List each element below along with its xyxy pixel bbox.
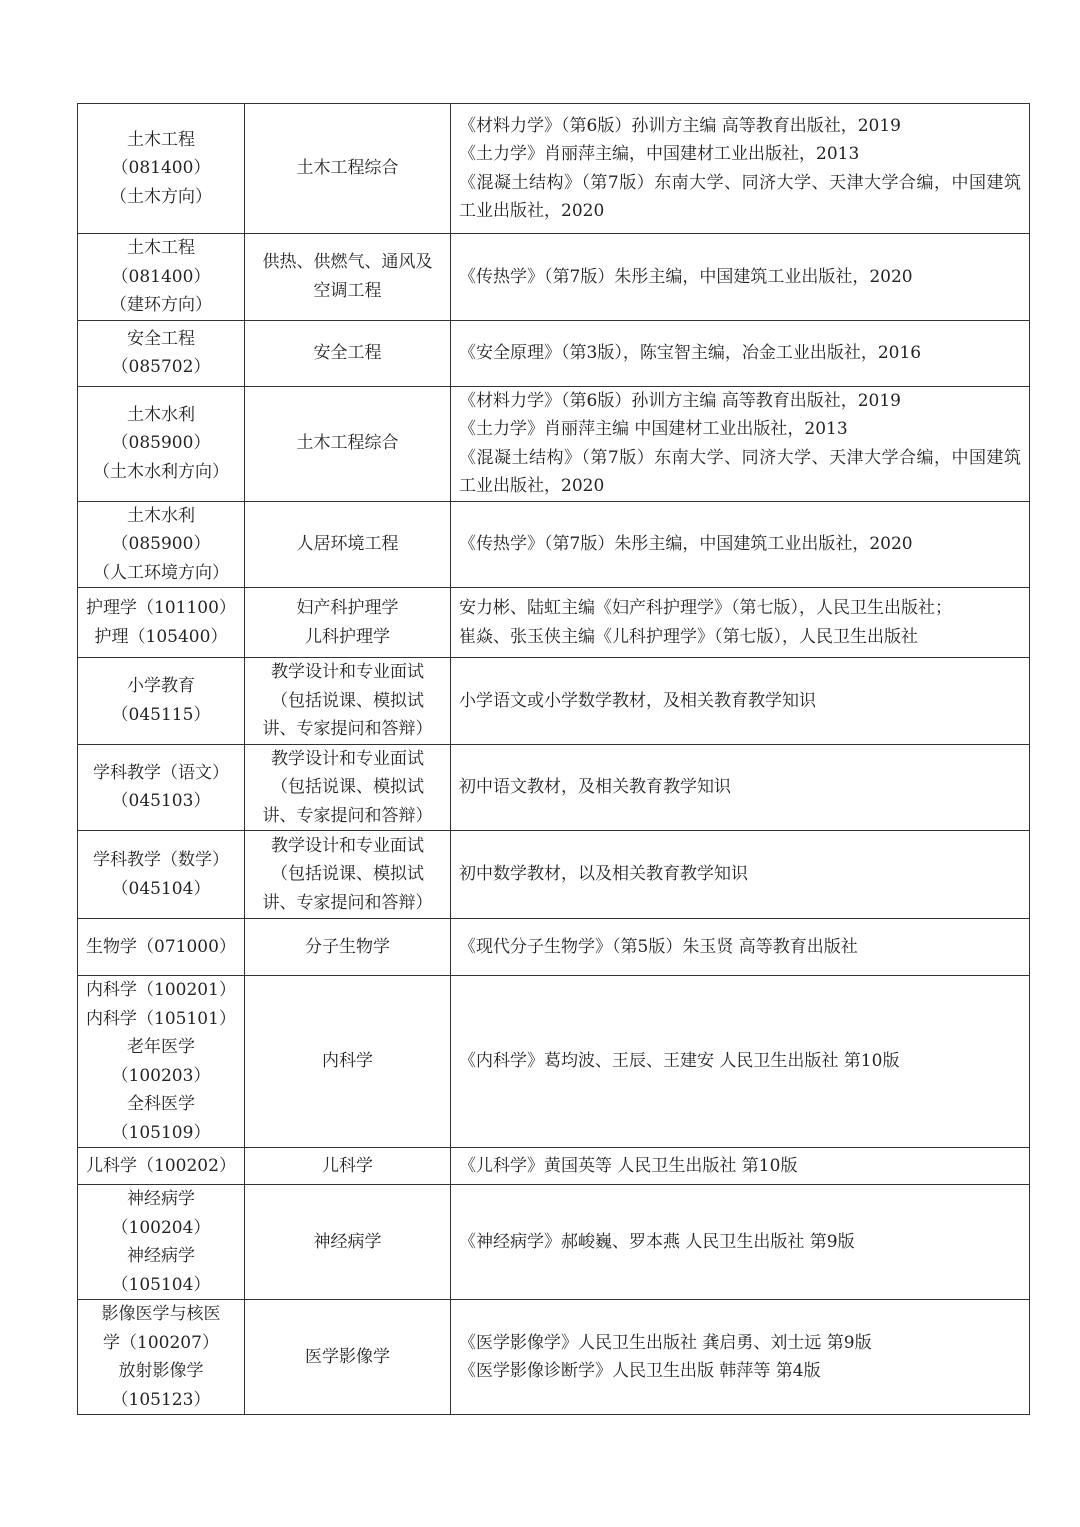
reference-books-cell — [451, 501, 1030, 588]
exam-subject-line: （包括说课、模拟试 — [271, 864, 424, 885]
table-row — [78, 831, 1030, 919]
exam-subject-line: 神经病学 — [313, 1231, 382, 1252]
exam-subject-line: 分子生物学 — [305, 936, 390, 957]
major-line: 土木水利 — [127, 505, 195, 526]
table-row — [78, 501, 1030, 588]
exam-subject-line: 人居环境工程 — [296, 534, 399, 554]
table-row — [78, 320, 1030, 386]
major-line: 儿科学（100202） — [86, 1155, 236, 1176]
table-row — [78, 658, 1030, 745]
major-line: （100203） — [111, 1065, 211, 1086]
major-line: （建环方向） — [110, 295, 212, 315]
major-line: 安全工程 — [127, 328, 195, 349]
major-line: 土木水利 — [127, 404, 195, 425]
exam-subject-cell — [245, 588, 451, 658]
table-row — [78, 386, 1030, 501]
reference-books-line: 《儿科学》黄国英等 人民卫生出版社 第10版 — [459, 1155, 798, 1176]
exam-subject-line: 教学设计和专业面试 — [271, 748, 424, 769]
major-cell — [78, 104, 245, 234]
exam-subject-cell — [245, 744, 451, 831]
table-row — [78, 1300, 1030, 1415]
major-line: （085900） — [111, 534, 211, 554]
major-cell — [78, 658, 245, 745]
major-line: （105104） — [111, 1274, 211, 1295]
major-line: 生物学（071000） — [86, 936, 236, 957]
major-line: （100204） — [111, 1217, 211, 1238]
major-cell — [78, 234, 245, 321]
exam-subject-cell — [245, 919, 451, 976]
table-row — [78, 588, 1030, 658]
reference-books-line: 初中数学教材，以及相关教育教学知识 — [459, 864, 748, 885]
exam-subject-cell — [245, 976, 451, 1148]
exam-subject-line: 内科学 — [322, 1051, 373, 1072]
major-line: （085900） — [111, 433, 211, 454]
major-cell — [78, 919, 245, 976]
reference-books-cell — [451, 234, 1030, 321]
major-line: （085702） — [111, 357, 211, 377]
major-line: （105123） — [111, 1389, 211, 1410]
reference-books-line: 《现代分子生物学》（第5版）朱玉贤 高等教育出版社 — [459, 936, 858, 957]
reference-books-cell — [451, 104, 1030, 234]
major-line: （土木方向） — [110, 186, 212, 207]
major-line: （081400） — [111, 266, 211, 287]
exam-subject-line: （包括说课、模拟试 — [271, 690, 424, 711]
major-cell — [78, 320, 245, 386]
major-line: 内科学（100201） — [86, 980, 236, 1000]
exam-subject-cell — [245, 234, 451, 321]
reference-books-line: 《神经病学》郝峻巍、罗本燕 人民卫生出版社 第9版 — [459, 1231, 855, 1252]
exam-subject-line: 教学设计和专业面试 — [271, 662, 424, 682]
reference-books-cell — [451, 1148, 1030, 1185]
exam-subject-line: 讲、专家提问和答辩） — [262, 719, 433, 739]
exam-subject-line: 儿科护理学 — [305, 626, 390, 647]
reference-books-line: 《土力学》肖丽萍主编 中国建材工业出版社，2013 — [459, 419, 848, 439]
major-cell — [78, 1300, 245, 1415]
major-line: 影像医学与核医 — [101, 1304, 221, 1324]
major-line: 神经病学 — [127, 1246, 195, 1266]
reference-books-cell — [451, 831, 1030, 919]
major-line: 神经病学 — [127, 1189, 195, 1209]
major-line: 老年医学 — [127, 1037, 195, 1057]
table-row — [78, 104, 1030, 234]
major-line: 护理（105400） — [94, 626, 228, 647]
major-line: （081400） — [111, 158, 211, 179]
table-row — [78, 744, 1030, 831]
major-line: 小学教育 — [127, 676, 195, 697]
exam-subject-line: 医学影像学 — [305, 1346, 390, 1367]
major-line: （人工环境方向） — [93, 562, 229, 583]
major-cell — [78, 1148, 245, 1185]
exam-subject-cell — [245, 1148, 451, 1185]
exam-subject-line: （包括说课、模拟试 — [271, 777, 424, 797]
major-cell — [78, 976, 245, 1148]
table-row — [78, 234, 1030, 321]
major-line: （045103） — [111, 791, 211, 812]
reference-books-cell — [451, 976, 1030, 1148]
major-line: 土木工程 — [127, 238, 195, 258]
exam-subject-line: 供热、供燃气、通风及 — [262, 252, 433, 273]
major-cell — [78, 386, 245, 501]
exam-subject-cell — [245, 104, 451, 234]
major-line: 学科教学（数学） — [93, 850, 229, 870]
reference-books-line: 《材料力学》（第6版）孙训方主编 高等教育出版社，2019 — [459, 390, 901, 411]
major-line: 内科学（105101） — [86, 1008, 236, 1029]
major-line: （105109） — [111, 1122, 211, 1143]
reference-books-line: 小学语文或小学数学教材，及相关教育教学知识 — [459, 690, 816, 711]
reference-books-line: 《内科学》葛均波、王辰、王建安 人民卫生出版社 第10版 — [459, 1051, 900, 1072]
exam-subject-line: 土木工程综合 — [296, 433, 399, 454]
reference-books-line: 《混凝土结构》（第7版）东南大学、同济大学、天津大学合编，中国建筑工业出版社，2020 — [459, 447, 1021, 496]
table-body — [78, 104, 1030, 1415]
major-cell — [78, 588, 245, 658]
reference-books-table — [77, 103, 1030, 1415]
reference-books-line: 《混凝土结构》（第7版）东南大学、同济大学、天津大学合编，中国建筑工业出版社，2020 — [459, 172, 1021, 221]
reference-books-line: 《传热学》（第7版）朱彤主编，中国建筑工业出版社，2020 — [459, 534, 913, 554]
reference-books-line: 《传热学》（第7版）朱彤主编，中国建筑工业出版社，2020 — [459, 266, 913, 287]
exam-subject-cell — [245, 1185, 451, 1300]
reference-books-line: 《土力学》肖丽萍主编，中国建材工业出版社，2013 — [459, 144, 860, 164]
reference-books-line: 《安全原理》（第3版），陈宝智主编，冶金工业出版社，2016 — [459, 342, 922, 363]
table-row — [78, 976, 1030, 1148]
exam-subject-cell — [245, 658, 451, 745]
exam-subject-line: 儿科学 — [322, 1155, 373, 1176]
major-cell — [78, 744, 245, 831]
reference-books-cell — [451, 1185, 1030, 1300]
table-row — [78, 1185, 1030, 1300]
exam-subject-line: 讲、专家提问和答辩） — [262, 892, 433, 913]
major-line: 护理学（101100） — [86, 598, 236, 618]
exam-subject-cell — [245, 501, 451, 588]
major-line: 全科医学 — [127, 1094, 195, 1114]
major-line: 学科教学（语文） — [93, 762, 229, 783]
reference-books-cell — [451, 320, 1030, 386]
major-line: 学（100207） — [103, 1332, 219, 1353]
reference-books-cell — [451, 386, 1030, 501]
reference-books-line: 崔焱、张玉侠主编《儿科护理学》（第七版），人民卫生出版社 — [459, 626, 918, 647]
major-line: （045115） — [111, 704, 211, 725]
major-line: 放射影像学 — [118, 1361, 204, 1381]
exam-subject-line: 安全工程 — [313, 342, 382, 363]
exam-subject-line: 教学设计和专业面试 — [271, 835, 424, 856]
exam-subject-line: 土木工程综合 — [296, 158, 399, 179]
reference-books-cell — [451, 919, 1030, 976]
reference-books-line: 初中语文教材，及相关教育教学知识 — [459, 777, 731, 797]
exam-subject-line: 讲、专家提问和答辩） — [262, 805, 433, 826]
major-cell — [78, 831, 245, 919]
reference-books-cell — [451, 744, 1030, 831]
exam-subject-line: 妇产科护理学 — [296, 598, 399, 618]
table-row — [78, 1148, 1030, 1185]
major-line: 土木工程 — [127, 129, 195, 150]
exam-subject-cell — [245, 320, 451, 386]
exam-subject-cell — [245, 831, 451, 919]
reference-books-line: 《材料力学》（第6版）孙训方主编 高等教育出版社，2019 — [459, 115, 901, 136]
exam-subject-cell — [245, 1300, 451, 1415]
reference-books-cell — [451, 588, 1030, 658]
major-cell — [78, 501, 245, 588]
major-line: （045104） — [111, 878, 211, 899]
reference-books-cell — [451, 1300, 1030, 1415]
exam-subject-cell — [245, 386, 451, 501]
reference-books-line: 《医学影像诊断学》人民卫生出版 韩萍等 第4版 — [459, 1361, 821, 1381]
exam-subject-line: 空调工程 — [313, 280, 382, 301]
major-cell — [78, 1185, 245, 1300]
reference-books-line: 安力彬、陆虹主编《妇产科护理学》（第七版），人民卫生出版社； — [459, 598, 952, 618]
major-line: （土木水利方向） — [93, 461, 229, 482]
reference-books-cell — [451, 658, 1030, 745]
table-row — [78, 919, 1030, 976]
reference-books-line: 《医学影像学》人民卫生出版社 龚启勇、刘士远 第9版 — [459, 1332, 872, 1353]
